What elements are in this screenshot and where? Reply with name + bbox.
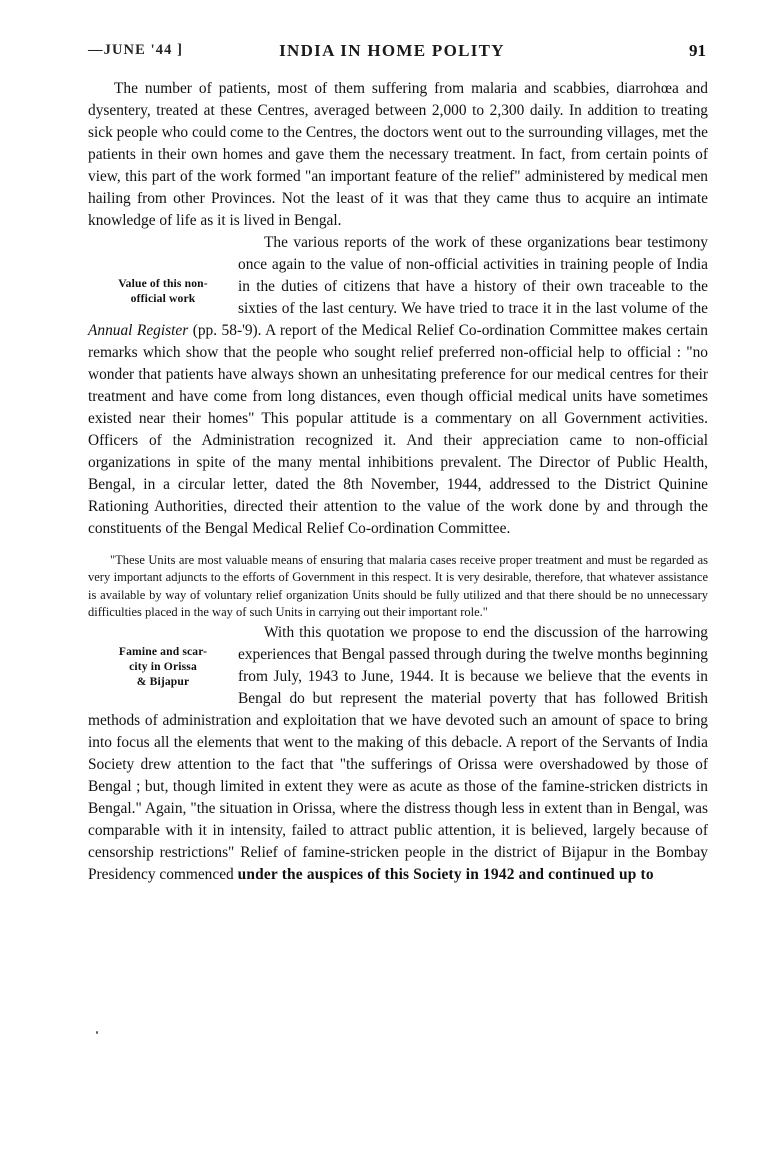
running-head xyxy=(64,42,720,68)
running-head-title: INDIA IN HOME POLITY xyxy=(279,41,505,60)
page-number: 91 xyxy=(689,41,706,60)
paragraph-3-last-line: under the auspices of this Society in 1942 and continued up to xyxy=(237,865,654,883)
paragraph-1: The number of patients, most of them suffering from malaria and scabbies, diarrohœa and dysentery, treated at these Centres, averaged between 2,000 to 2,300 daily. In addition to treating sick people who could come to the Centres, the doctors went out to the surrounding villages, met the patients in their own homes and gave them the necessary treatment. In fact, from certain points of view, this part of the work formed "an important feature of the relief" administered by medical men hailing from other Provinces. Not the least of it was that they came thus to acquire an intimate knowledge of life as it is lived in Bengal. xyxy=(88,80,708,229)
sidenote-line: Value of this non- xyxy=(118,277,208,290)
sidenote-line: Famine and scar- xyxy=(118,644,208,658)
paragraph-3-block xyxy=(88,622,708,886)
paragraph-2-part-1: The various reports of the work of these organizations bear testimony once again to the value of non-official activities in training people of India in the duties of citizens that have a history of their own traceable to the sixties of the last century. We have tried to trace it in the last volume of the xyxy=(238,234,708,317)
paragraph-2-block xyxy=(88,232,708,540)
paragraph-2-part-2: (pp. 58-'9). A report of the Medical Relief Co-ordination Committee makes certain remarks which show that the people who sought relief preferred non-official help to official : "no wonder that patients have always shown an unhesitating preference for our medical centres for their treatment and have come from long distances, even though official medical units have sometimes existed near their homes" This popular attitude is a commentary on all Government activities. Officers of the Administration recognized it. And their appreciation came to non-official organizations in spite of the many mental inhibitions prevalent. The Director of Public Health, Bengal, in a circular letter, dated the 8th November, 1944, addressed to the District Quinine Rationing Authorities, directed their attention to the value of the work done by and through the constituents of the Bengal Medical Relief Co-ordination Committee. xyxy=(88,322,708,537)
cited-work-title: Annual Register xyxy=(88,322,189,339)
scan-speck xyxy=(96,1031,98,1034)
sidenote-line: & Bijapur xyxy=(136,675,190,689)
sidenote-line: city in Orissa xyxy=(129,659,197,673)
running-head-date: —JUNE '44 ] xyxy=(88,42,184,58)
sidenote-value-of-this-non-official-work xyxy=(88,276,238,306)
text-column xyxy=(88,78,708,886)
sidenote-famine-and-scarcity-in-orissa-and-bijapur xyxy=(88,644,238,690)
block-quotation: "These Units are most valuable means of ensuring that malaria cases receive proper treatment and must be regarded as very important adjuncts to the efforts of Government in this respect. It is very desirable, therefore, that whatever assistance is available by way of voluntary relief organization Units should be fully utilized and that there should be no unnecessary difficulties placed in the way of such Units in carrying out their important role." xyxy=(88,553,708,620)
sidenote-line: official work xyxy=(130,292,196,306)
paragraph-3-text: With this quotation we propose to end the discussion of the harrowing experiences that Bengal passed through during the twelve months beginning from July, 1943 to June, 1944. It is because we believe that the events in Bengal do but represent the material poverty that has followed British methods of administration and exploitation that we have devoted such an amount of space to bring into focus all the elements that went to the making of this debacle. A report of the Servants of India Society drew attention to the fact that "the sufferings of Orissa were overshadowed by those of Bengal ; but, though limited in extent they were as acute as those of the famine-stricken districts in Bengal." Again, "the situation in Orissa, where the distress though less in extent than in Bengal, was comparable with it in intensity, failed to attract public attention, it is believed, largely because of censorship restrictions" Relief of famine-stricken people in the district of Bijapur in the Bombay Presidency commenced xyxy=(88,623,708,883)
